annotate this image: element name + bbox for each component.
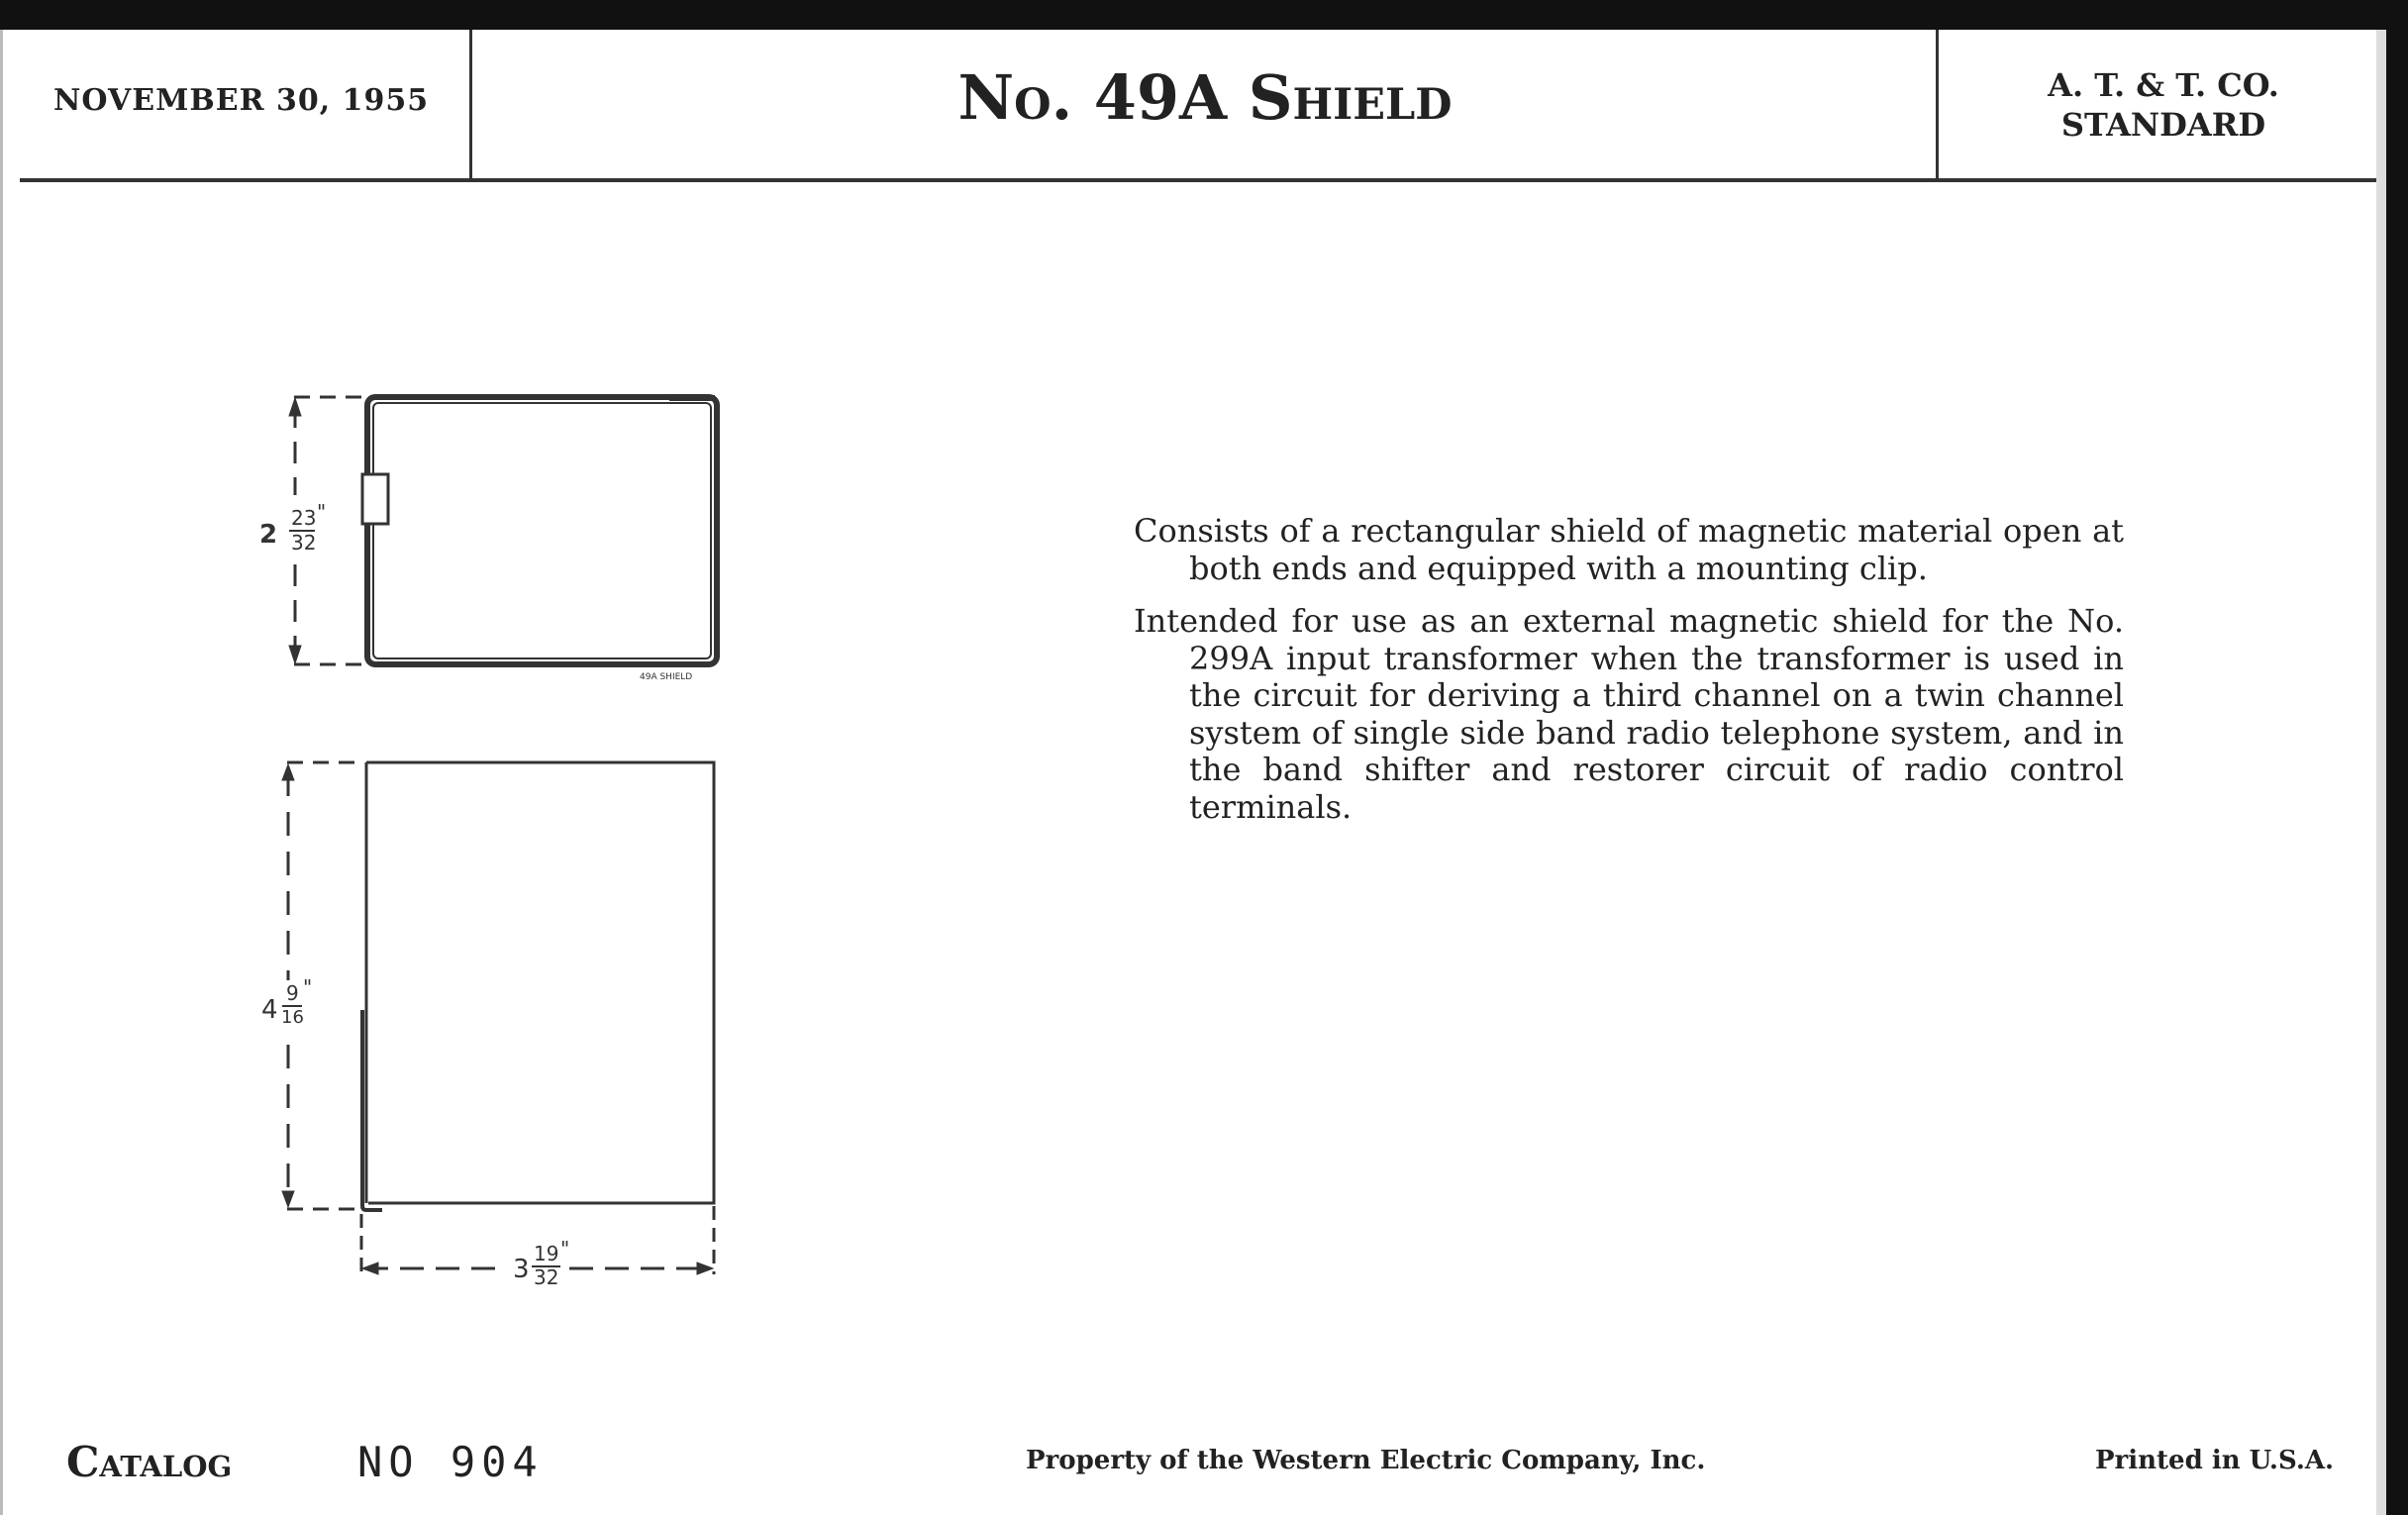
inch-mark: " — [317, 500, 327, 524]
end-view-caption: 49A SHIELD — [640, 672, 693, 682]
end-view-height-whole: 2 — [259, 520, 278, 550]
property-notice: Property of the Western Electric Company, Inc. — [1026, 1446, 1706, 1475]
standard-line-1: A. T. & T. CO. — [2048, 66, 2279, 104]
issue-date: NOVEMBER 30, 1955 — [53, 83, 430, 118]
printed-notice: Printed in U.S.A. — [2095, 1446, 2335, 1475]
side-view-height-whole: 4 — [261, 995, 278, 1025]
inch-mark: " — [560, 1237, 570, 1261]
page-title: No. 49A Shield — [957, 61, 1453, 134]
side-view-width-num: 19 — [534, 1242, 559, 1265]
catalog-number: NO 904 — [357, 1438, 544, 1486]
description-paragraph: Consists of a rectangular shield of magnetic material open at both ends and equipped with a mounting clip. — [1134, 512, 2124, 587]
side-view-height-den: 16 — [281, 1007, 304, 1028]
end-view-height-num: 23 — [291, 506, 317, 530]
side-view-drawing — [282, 762, 714, 1274]
end-view-drawing — [289, 395, 717, 664]
end-view-height-den: 32 — [291, 531, 317, 555]
standard-line-2: STANDARD — [2060, 106, 2266, 144]
inch-mark: " — [303, 975, 313, 999]
description-paragraph: Intended for use as an external magnetic shield for the No. 299A input transformer when the transformer is used in the circuit for deriving a third channel on a twin channel system of single side band radio telephone system, and in the band shifter and restorer circuit of radio control terminals. — [1134, 602, 2124, 826]
catalog-label: Catalog — [66, 1438, 233, 1486]
side-view-height-num: 9 — [286, 981, 299, 1005]
side-view-width-den: 32 — [534, 1265, 559, 1289]
description — [1134, 513, 2124, 842]
side-view-width-whole: 3 — [513, 1255, 530, 1284]
